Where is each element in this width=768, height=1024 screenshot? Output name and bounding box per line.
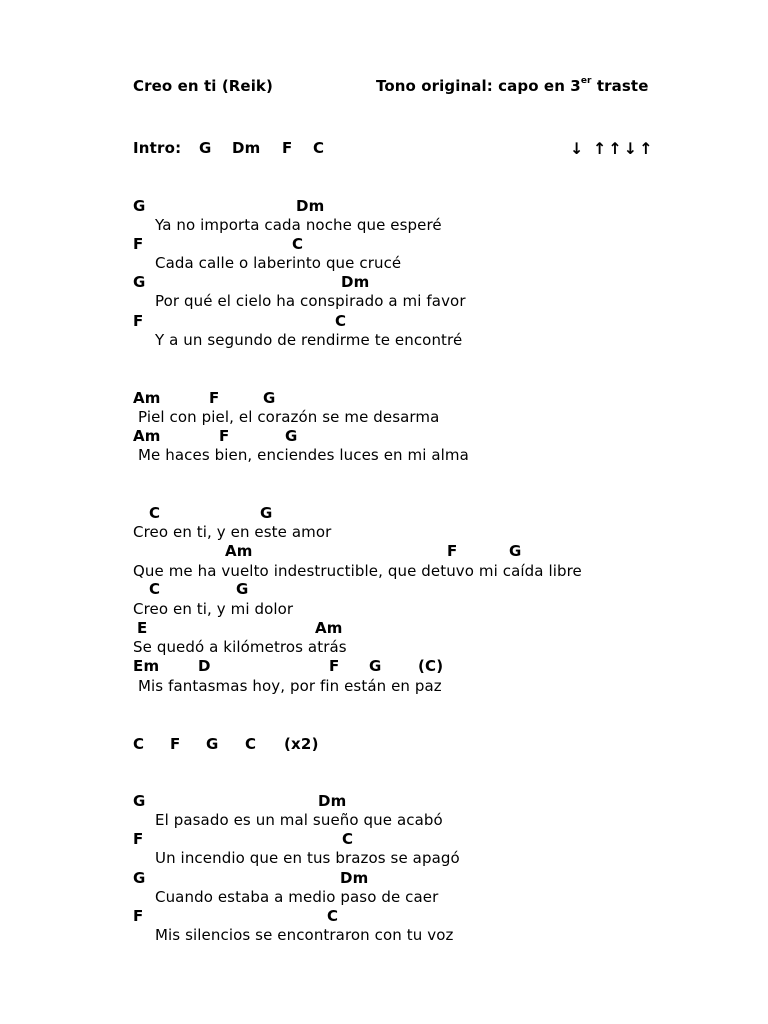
chord: C bbox=[149, 580, 161, 598]
chord-line bbox=[0, 907, 768, 926]
chord: G bbox=[236, 580, 249, 598]
lyric-line bbox=[0, 677, 768, 696]
chord: F bbox=[133, 312, 144, 330]
lyric: Un incendio que en tus brazos se apagó bbox=[155, 849, 460, 867]
chord-line bbox=[0, 389, 768, 408]
chord: Dm bbox=[318, 792, 347, 810]
lyric: Me haces bien, enciendes luces en mi alma bbox=[138, 446, 469, 464]
lyric: El pasado es un mal sueño que acabó bbox=[155, 811, 443, 829]
lyric-line bbox=[0, 811, 768, 830]
chord: C bbox=[149, 504, 161, 522]
chord: (C) bbox=[418, 657, 444, 675]
chord-line bbox=[0, 869, 768, 888]
chord: G bbox=[206, 735, 219, 753]
chord: G bbox=[133, 197, 146, 215]
lyric-line bbox=[0, 408, 768, 427]
chord: G bbox=[509, 542, 522, 560]
chord: C bbox=[342, 830, 354, 848]
chord-line bbox=[0, 235, 768, 254]
lyric: Y a un segundo de rendirme te encontré bbox=[155, 331, 463, 349]
chord-line bbox=[0, 312, 768, 331]
lyric: Por qué el cielo ha conspirado a mi favor bbox=[155, 292, 466, 310]
lyric: Creo en ti, y en este amor bbox=[133, 523, 332, 541]
chord: F bbox=[447, 542, 458, 560]
lyric-line bbox=[0, 446, 768, 465]
chord-line bbox=[0, 830, 768, 849]
chord: G bbox=[133, 273, 146, 291]
lyric: Piel con piel, el corazón se me desarma bbox=[138, 408, 440, 426]
chord: Dm bbox=[341, 273, 370, 291]
lyric: Ya no importa cada noche que esperé bbox=[155, 216, 442, 234]
intro-line bbox=[0, 139, 768, 158]
lyric-line bbox=[0, 254, 768, 273]
repeat-marker: (x2) bbox=[284, 735, 319, 753]
chord: F bbox=[329, 657, 340, 675]
chord: G bbox=[263, 389, 276, 407]
chord: C bbox=[327, 907, 339, 925]
original-key: Tono original: capo en 3er traste bbox=[376, 76, 649, 95]
chord-line bbox=[0, 580, 768, 599]
chord-line bbox=[0, 197, 768, 216]
lyric-line bbox=[0, 292, 768, 311]
chord-line bbox=[0, 504, 768, 523]
chord: C bbox=[292, 235, 304, 253]
lyric: Que me ha vuelto indestructible, que detuvo mi caída libre bbox=[133, 562, 582, 580]
lyric-line bbox=[0, 849, 768, 868]
lyric-line bbox=[0, 216, 768, 235]
chord-line bbox=[0, 542, 768, 561]
chord: G bbox=[369, 657, 382, 675]
lyric: Mis fantasmas hoy, por fin están en paz bbox=[138, 677, 442, 695]
chord: Am bbox=[133, 389, 161, 407]
chord: Am bbox=[315, 619, 343, 637]
chord: F bbox=[133, 830, 144, 848]
chord: Dm bbox=[232, 139, 261, 157]
chord: D bbox=[198, 657, 211, 675]
lyric-line bbox=[0, 523, 768, 542]
lyric-line bbox=[0, 638, 768, 657]
chord: G bbox=[199, 139, 212, 157]
chord: G bbox=[260, 504, 273, 522]
lyric: Cada calle o laberinto que crucé bbox=[155, 254, 402, 272]
strum-pattern: ↓ ↑↑↓↑ bbox=[570, 139, 655, 158]
chord: Am bbox=[133, 427, 161, 445]
chord: G bbox=[133, 869, 146, 887]
chord-line bbox=[0, 657, 768, 676]
chord: Dm bbox=[340, 869, 369, 887]
chord: F bbox=[219, 427, 230, 445]
lyric: Creo en ti, y mi dolor bbox=[133, 600, 294, 618]
chord: G bbox=[285, 427, 298, 445]
lyric-line bbox=[0, 331, 768, 350]
chord: G bbox=[133, 792, 146, 810]
chord: C bbox=[133, 735, 145, 753]
lyric-line bbox=[0, 888, 768, 907]
lyric-line bbox=[0, 562, 768, 581]
chord: Am bbox=[225, 542, 253, 560]
chord: F bbox=[133, 907, 144, 925]
song-title: Creo en ti (Reik) bbox=[133, 77, 273, 95]
chord-line bbox=[0, 619, 768, 638]
chord: C bbox=[245, 735, 257, 753]
intro-label: Intro: bbox=[133, 139, 182, 157]
chord: E bbox=[137, 619, 148, 637]
chord: C bbox=[335, 312, 347, 330]
chord: Em bbox=[133, 657, 160, 675]
header-line bbox=[0, 77, 768, 96]
lyric-line bbox=[0, 600, 768, 619]
chord: C bbox=[313, 139, 325, 157]
chord: F bbox=[209, 389, 220, 407]
chord: Dm bbox=[296, 197, 325, 215]
chord: F bbox=[170, 735, 181, 753]
lyric: Cuando estaba a medio paso de caer bbox=[155, 888, 439, 906]
lyric-line bbox=[0, 926, 768, 945]
chord: F bbox=[282, 139, 293, 157]
chord-line bbox=[0, 273, 768, 292]
lyric: Mis silencios se encontraron con tu voz bbox=[155, 926, 454, 944]
lyric: Se quedó a kilómetros atrás bbox=[133, 638, 347, 656]
chord-line bbox=[0, 792, 768, 811]
chord: F bbox=[133, 235, 144, 253]
chord-line bbox=[0, 427, 768, 446]
interlude-line bbox=[0, 735, 768, 754]
